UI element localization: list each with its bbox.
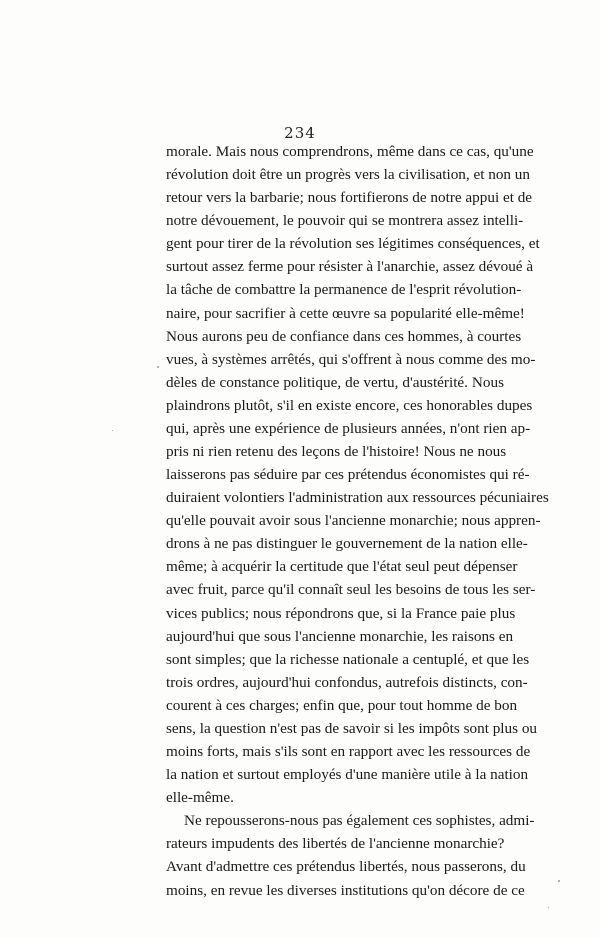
text-line: moins forts, mais s'ils sont en rapport avec les ressources de xyxy=(166,743,531,761)
text-line: aujourd'hui que sous l'ancienne monarchie, les raisons en xyxy=(166,627,514,645)
text-line: Ne repousserons-nous pas également ces sophistes, admi- xyxy=(184,812,535,830)
page-number: 234 xyxy=(284,124,316,142)
paper-speck xyxy=(548,907,549,908)
text-line: pris ni rien retenu des leçons de l'histoire! Nous ne nous xyxy=(166,443,507,461)
text-line: qui, après une expérience de plusieurs années, n'ont rien ap- xyxy=(166,419,531,437)
text-line: qu'elle pouvait avoir sous l'ancienne monarchie; nous appren- xyxy=(166,512,541,530)
text-line: gent pour tirer de la révolution ses légitimes conséquences, et xyxy=(166,235,540,253)
text-line: naire, pour sacrifier à cette œuvre sa popularité elle-même! xyxy=(166,304,525,322)
text-line: la nation et surtout employés d'une manière utile à la nation xyxy=(166,766,529,784)
text-line: elle-même. xyxy=(166,789,234,807)
text-line: sens, la question n'est pas de savoir si les impôts sont plus ou xyxy=(166,719,538,737)
text-line: avec fruit, parce qu'il connaît seul les besoins de tous les ser- xyxy=(166,581,536,599)
text-line: courent à ces charges; enfin que, pour tout homme de bon xyxy=(166,696,518,714)
paragraph xyxy=(166,809,535,901)
paper-speck xyxy=(112,430,113,431)
text-line: drons à ne pas distinguer le gouvernement de la nation elle- xyxy=(166,535,528,553)
text-line: même; à acquérir la certitude que l'état seul peut dépenser xyxy=(166,558,518,576)
text-line: morale. Mais nous comprendrons, même dans ce cas, qu'une xyxy=(166,143,534,160)
text-line: laisserons pas séduire par ces prétendus économistes qui ré- xyxy=(166,466,530,484)
text-line: rateurs impudents des libertés de l'ancienne monarchie? xyxy=(166,835,505,853)
text-line: surtout assez ferme pour résister à l'anarchie, assez dévoué à xyxy=(166,258,534,276)
text-line: sont simples; que la richesse nationale a centuplé, et que les xyxy=(166,650,530,668)
body-text xyxy=(166,140,549,902)
text-line: dèles de constance politique, de vertu, d'austérité. Nous xyxy=(166,373,504,391)
text-line: duiraient volontiers l'administration aux ressources pécuniaires xyxy=(166,489,549,507)
text-line: la tâche de combattre la permanence de l'esprit révolution- xyxy=(166,281,522,299)
text-line: trois ordres, aujourd'hui confondus, autrefois distincts, con- xyxy=(166,673,528,691)
text-line: retour vers la barbarie; nous fortifierons de notre appui et de xyxy=(166,189,533,207)
paragraph xyxy=(166,140,549,809)
paper-speck xyxy=(157,366,159,368)
text-line: notre dévouement, le pouvoir qui se montrera assez intelli- xyxy=(166,212,524,230)
paragraphs xyxy=(166,140,549,902)
paper-speck xyxy=(558,880,560,882)
text-line: Nous aurons peu de confiance dans ces hommes, à courtes xyxy=(166,327,522,345)
text-line: plaindrons plutôt, s'il en existe encore, ces honorables dupes xyxy=(166,396,533,414)
text-line: moins, en revue les diverses institutions qu'on décore de ce xyxy=(166,881,525,899)
text-line: Avant d'admettre ces prétendus libertés, nous passerons, du xyxy=(166,858,526,876)
text-line: vices publics; nous répondrons que, si la France paie plus xyxy=(166,604,516,622)
text-line: vues, à systèmes arrêtés, qui s'offrent à nous comme des mo- xyxy=(166,350,536,368)
text-line: révolution doit être un progrès vers la civilisation, et non un xyxy=(166,166,530,184)
